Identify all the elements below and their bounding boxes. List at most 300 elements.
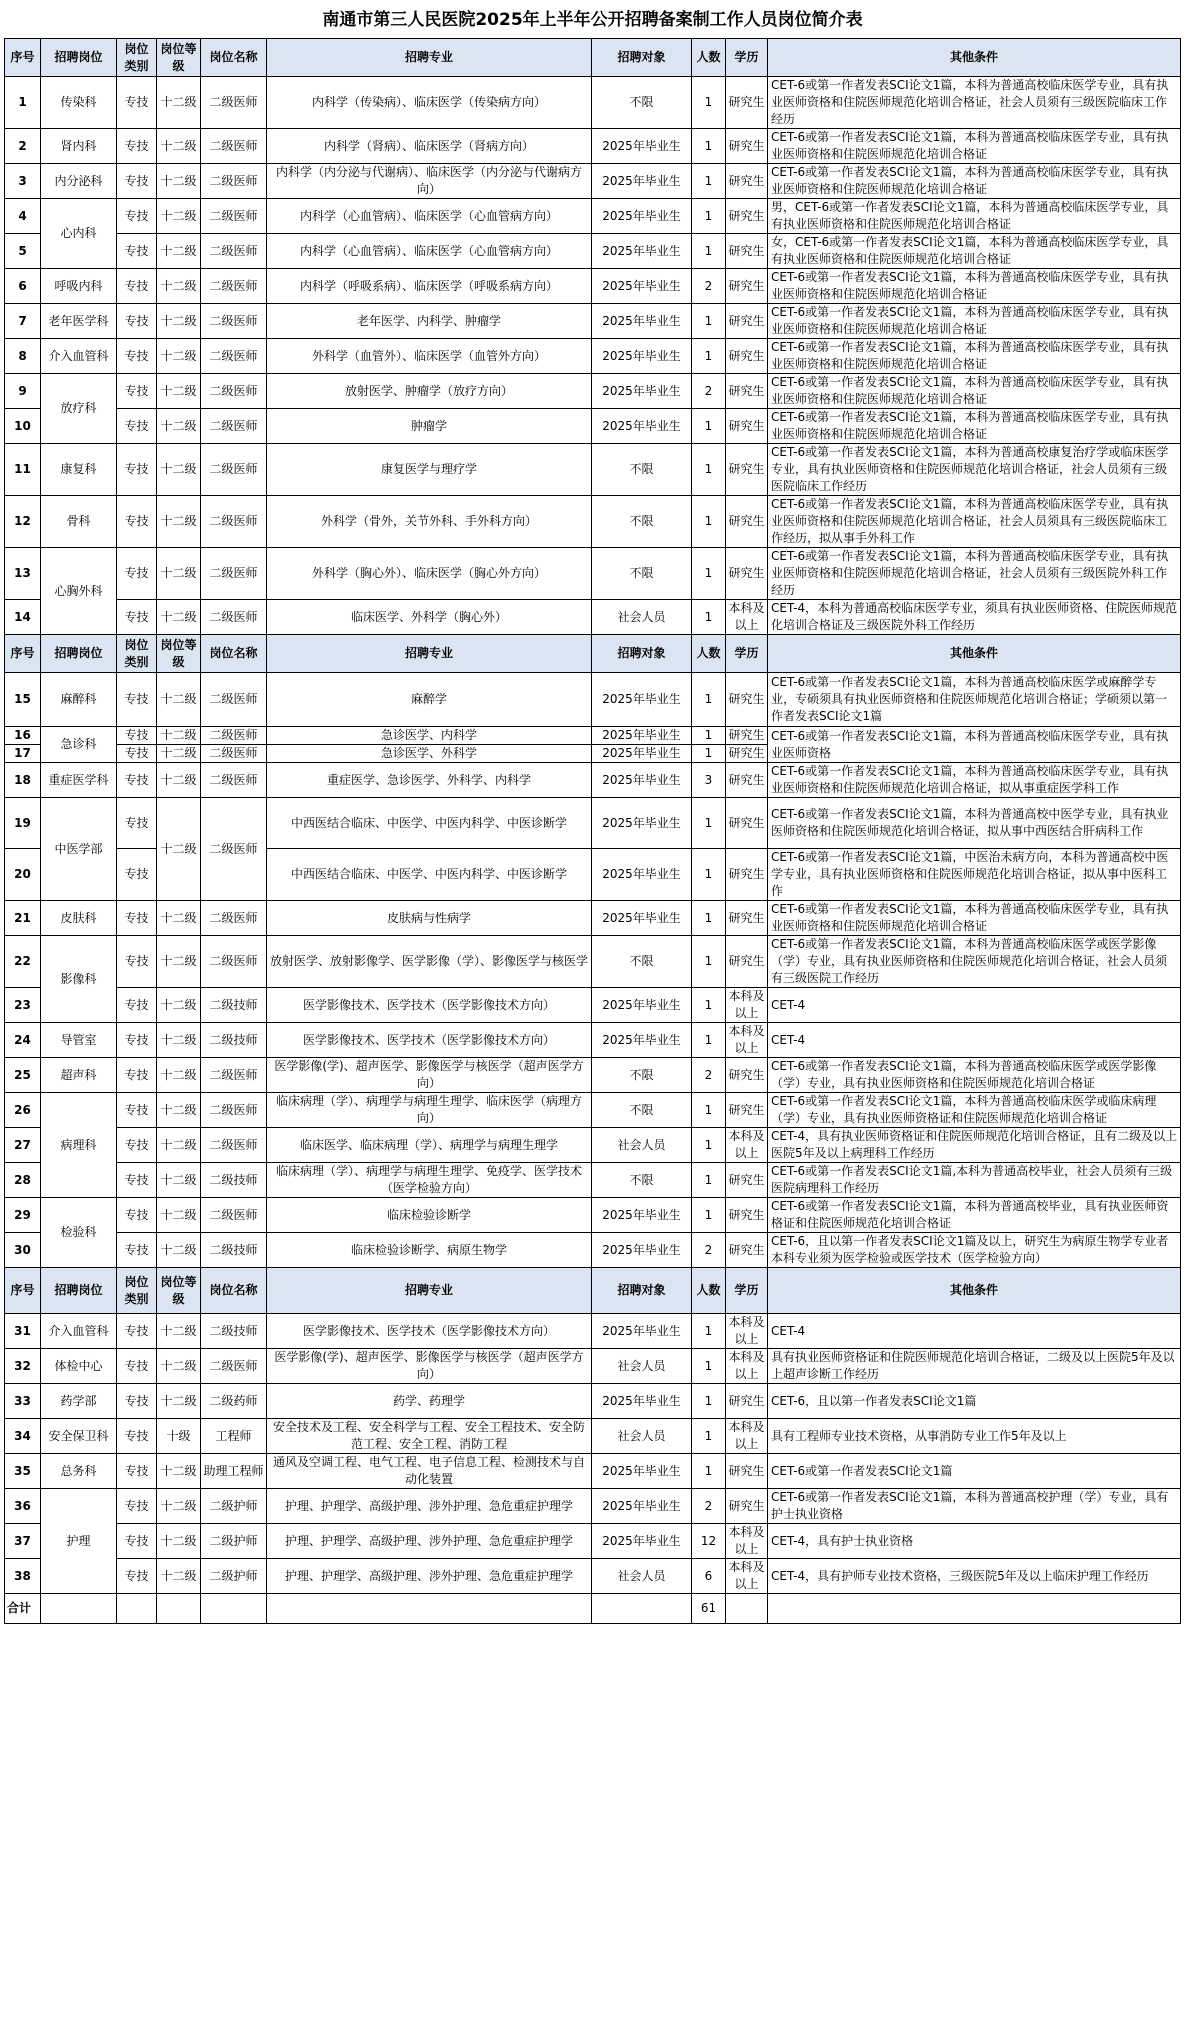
- row-number: 17: [5, 745, 41, 763]
- table-row: [5, 339, 1181, 374]
- recruit-major: 内科学（肾病）、临床医学（肾病方向）: [267, 129, 592, 164]
- position-name: 二级医师: [201, 409, 267, 444]
- headcount: 1: [692, 673, 726, 727]
- recruit-major: 重症医学、急诊医学、外科学、内科学: [267, 763, 592, 798]
- headcount: 1: [692, 548, 726, 600]
- column-header: 其他条件: [768, 635, 1181, 673]
- position-category: 专技: [117, 936, 157, 988]
- position-level: 十二级: [157, 673, 201, 727]
- empty-cell: [41, 1594, 117, 1624]
- recruit-target: 不限: [592, 444, 692, 496]
- position-level: 十二级: [157, 199, 201, 234]
- headcount: 1: [692, 936, 726, 988]
- education: 本科及以上: [726, 1349, 768, 1384]
- recruit-target: 2025年毕业生: [592, 798, 692, 849]
- position-category: 专技: [117, 1559, 157, 1594]
- recruit-target: 不限: [592, 1058, 692, 1093]
- position-name: 二级医师: [201, 444, 267, 496]
- position-name: 二级医师: [201, 234, 267, 269]
- position-category: 专技: [117, 1128, 157, 1163]
- position-level: 十二级: [157, 1023, 201, 1058]
- column-header: 招聘专业: [267, 635, 592, 673]
- recruit-target: 2025年毕业生: [592, 164, 692, 199]
- position-level: 十二级: [157, 1058, 201, 1093]
- recruit-major: 医学影像技术、医学技术（医学影像技术方向）: [267, 988, 592, 1023]
- recruit-major: 安全技术及工程、安全科学与工程、安全工程技术、安全防范工程、安全工程、消防工程: [267, 1419, 592, 1454]
- table-row: [5, 1559, 1181, 1594]
- headcount: 1: [692, 164, 726, 199]
- education: 研究生: [726, 673, 768, 727]
- headcount: 1: [692, 727, 726, 745]
- headcount: 1: [692, 304, 726, 339]
- position-level: 十二级: [157, 77, 201, 129]
- headcount: 1: [692, 1314, 726, 1349]
- recruit-target: 不限: [592, 548, 692, 600]
- position-category: 专技: [117, 77, 157, 129]
- table-header-row: [5, 635, 1181, 673]
- position-category: 专技: [117, 600, 157, 635]
- recruit-department: 心内科: [41, 199, 117, 269]
- position-category: 专技: [117, 988, 157, 1023]
- education: 研究生: [726, 129, 768, 164]
- empty-cell: [267, 1594, 592, 1624]
- column-header: 学历: [726, 1268, 768, 1314]
- other-requirements: CET-6或第一作者发表SCI论文1篇，本科为普通高校临床医学专业，具有执业医师资格和住院医师规范化培训合格证，社会人员须有三级医院外科工作经历: [768, 548, 1181, 600]
- headcount: 1: [692, 745, 726, 763]
- position-name: 二级医师: [201, 600, 267, 635]
- column-header: 岗位类别: [117, 1268, 157, 1314]
- empty-cell: [117, 1594, 157, 1624]
- position-level: 十二级: [157, 1454, 201, 1489]
- position-level: 十二级: [157, 1198, 201, 1233]
- recruit-department: 老年医学科: [41, 304, 117, 339]
- column-header: 学历: [726, 635, 768, 673]
- column-header: 招聘专业: [267, 1268, 592, 1314]
- recruit-target: 社会人员: [592, 1349, 692, 1384]
- recruit-target: 社会人员: [592, 600, 692, 635]
- recruit-department: 急诊科: [41, 727, 117, 763]
- other-requirements: CET-6或第一作者发表SCI论文1篇，本科为普通高校临床医学专业，具有执业医师资格和住院医师规范化培训合格证，拟从事重症医学科工作: [768, 763, 1181, 798]
- recruit-department: 中医学部: [41, 798, 117, 901]
- position-name: 二级医师: [201, 304, 267, 339]
- recruit-department: 肾内科: [41, 129, 117, 164]
- position-level: 十二级: [157, 339, 201, 374]
- table-row: [5, 1489, 1181, 1524]
- recruit-target: 社会人员: [592, 1559, 692, 1594]
- row-number: 25: [5, 1058, 41, 1093]
- row-number: 27: [5, 1128, 41, 1163]
- column-header: 序号: [5, 635, 41, 673]
- recruit-target: 社会人员: [592, 1419, 692, 1454]
- position-category: 专技: [117, 374, 157, 409]
- position-category: 专技: [117, 763, 157, 798]
- education: 研究生: [726, 936, 768, 988]
- position-category: 专技: [117, 269, 157, 304]
- position-name: 二级医师: [201, 164, 267, 199]
- table-row: [5, 1454, 1181, 1489]
- position-category: 专技: [117, 1384, 157, 1419]
- position-category: 专技: [117, 1524, 157, 1559]
- position-level: 十二级: [157, 763, 201, 798]
- recruit-major: 临床检验诊断学: [267, 1198, 592, 1233]
- recruit-department: 影像科: [41, 936, 117, 1023]
- position-category: 专技: [117, 1419, 157, 1454]
- other-requirements: CET-6或第一作者发表SCI论文1篇，本科为普通高校中医学专业，具有执业医师资格和住院医师规范化培训合格证，拟从事中西医结合肝病科工作: [768, 798, 1181, 849]
- row-number: 21: [5, 901, 41, 936]
- recruit-major: 护理、护理学、高级护理、涉外护理、急危重症护理学: [267, 1524, 592, 1559]
- column-header: 岗位名称: [201, 39, 267, 77]
- headcount: 1: [692, 1384, 726, 1419]
- headcount: 1: [692, 444, 726, 496]
- education: 研究生: [726, 199, 768, 234]
- position-category: 专技: [117, 727, 157, 745]
- recruit-department: 心胸外科: [41, 548, 117, 635]
- row-number: 38: [5, 1559, 41, 1594]
- recruit-target: 2025年毕业生: [592, 988, 692, 1023]
- recruit-target: 2025年毕业生: [592, 673, 692, 727]
- other-requirements: 具有工程师专业技术资格，从事消防专业工作5年及以上: [768, 1419, 1181, 1454]
- other-requirements: CET-6或第一作者发表SCI论文1篇，本科为普通高校临床医学专业，具有执业医师资格和住院医师规范化培训合格证: [768, 129, 1181, 164]
- headcount: 1: [692, 339, 726, 374]
- recruit-major: 麻醉学: [267, 673, 592, 727]
- recruit-target: 2025年毕业生: [592, 199, 692, 234]
- other-requirements: CET-6或第一作者发表SCI论文1篇，本科为普通高校临床医学专业，具有执业医师资格和住院医师规范化培训合格证: [768, 269, 1181, 304]
- education: 研究生: [726, 1384, 768, 1419]
- row-number: 34: [5, 1419, 41, 1454]
- recruit-target: 2025年毕业生: [592, 1233, 692, 1268]
- position-category: 专技: [117, 1058, 157, 1093]
- recruit-department: 康复科: [41, 444, 117, 496]
- row-number: 23: [5, 988, 41, 1023]
- row-number: 28: [5, 1163, 41, 1198]
- position-category: 专技: [117, 1198, 157, 1233]
- table-row: [5, 1524, 1181, 1559]
- position-level: 十二级: [157, 1559, 201, 1594]
- other-requirements: CET-6或第一作者发表SCI论文1篇，本科为普通高校临床医学或麻醉学专业，专硕须具有执业医师资格和住院医师规范化培训合格证；学硕须以第一作者发表SCI论文1篇: [768, 673, 1181, 727]
- table-row: [5, 77, 1181, 129]
- headcount: 2: [692, 374, 726, 409]
- row-number: 35: [5, 1454, 41, 1489]
- recruit-major: 放射医学、放射影像学、医学影像（学）、影像医学与核医学: [267, 936, 592, 988]
- recruit-major: 医学影像(学)、超声医学、影像医学与核医学（超声医学方向）: [267, 1349, 592, 1384]
- position-category: 专技: [117, 1233, 157, 1268]
- position-category: 专技: [117, 199, 157, 234]
- empty-cell: [726, 1594, 768, 1624]
- row-number: 24: [5, 1023, 41, 1058]
- education: 研究生: [726, 901, 768, 936]
- other-requirements: CET-6或第一作者发表SCI论文1篇，本科为普通高校临床医学专业，具有执业医师资格和住院医师规范化培训合格证: [768, 374, 1181, 409]
- recruit-major: 急诊医学、外科学: [267, 745, 592, 763]
- table-row: [5, 1093, 1181, 1128]
- row-number: 30: [5, 1233, 41, 1268]
- position-category: 专技: [117, 304, 157, 339]
- row-number: 9: [5, 374, 41, 409]
- recruit-target: 2025年毕业生: [592, 1023, 692, 1058]
- position-name: 工程师: [201, 1419, 267, 1454]
- recruit-department: 呼吸内科: [41, 269, 117, 304]
- position-name: 二级医师: [201, 936, 267, 988]
- table-row: [5, 496, 1181, 548]
- education: 本科及以上: [726, 1524, 768, 1559]
- recruit-department: 内分泌科: [41, 164, 117, 199]
- table-row: [5, 444, 1181, 496]
- other-requirements: 男，CET-6或第一作者发表SCI论文1篇，本科为普通高校临床医学专业，具有执业医师资格和住院医师规范化培训合格证: [768, 199, 1181, 234]
- recruit-target: 不限: [592, 1093, 692, 1128]
- other-requirements: CET-6或第一作者发表SCI论文1篇，本科为普通高校临床医学专业，具有执业医师资格和住院医师规范化培训合格证: [768, 339, 1181, 374]
- position-category: 专技: [117, 444, 157, 496]
- recruit-target: 2025年毕业生: [592, 234, 692, 269]
- row-number: 14: [5, 600, 41, 635]
- recruit-major: 肿瘤学: [267, 409, 592, 444]
- table-row: [5, 763, 1181, 798]
- column-header: 其他条件: [768, 39, 1181, 77]
- row-number: 2: [5, 129, 41, 164]
- recruit-department: 重症医学科: [41, 763, 117, 798]
- recruit-major: 临床病理（学）、病理学与病理生理学、免疫学、医学技术（医学检验方向）: [267, 1163, 592, 1198]
- other-requirements: CET-6或第一作者发表SCI论文1篇，本科为普通高校临床医学或医学影像（学）专业，具有执业医师资格和住院医师规范化培训合格证，社会人员须有三级医院工作经历: [768, 936, 1181, 988]
- education: 研究生: [726, 548, 768, 600]
- position-category: 专技: [117, 901, 157, 936]
- row-number: 37: [5, 1524, 41, 1559]
- column-header: 人数: [692, 39, 726, 77]
- position-name: 二级医师: [201, 77, 267, 129]
- recruit-major: 临床医学、外科学（胸心外）: [267, 600, 592, 635]
- headcount: 1: [692, 234, 726, 269]
- education: 研究生: [726, 1093, 768, 1128]
- headcount: 1: [692, 1454, 726, 1489]
- position-name: 二级药师: [201, 1384, 267, 1419]
- position-level: 十二级: [157, 374, 201, 409]
- column-header: 人数: [692, 1268, 726, 1314]
- other-requirements: CET-6或第一作者发表SCI论文1篇,本科为普通高校毕业，社会人员须有三级医院病理科工作经历: [768, 1163, 1181, 1198]
- position-name: 二级医师: [201, 727, 267, 745]
- headcount: 1: [692, 988, 726, 1023]
- recruit-department: 病理科: [41, 1093, 117, 1198]
- education: 本科及以上: [726, 1023, 768, 1058]
- recruit-major: 内科学（心血管病）、临床医学（心血管病方向）: [267, 199, 592, 234]
- column-header: 招聘岗位: [41, 39, 117, 77]
- recruit-major: 临床检验诊断学、病原生物学: [267, 1233, 592, 1268]
- position-name: 二级技师: [201, 1023, 267, 1058]
- row-number: 7: [5, 304, 41, 339]
- position-level: 十二级: [157, 901, 201, 936]
- position-name: 助理工程师: [201, 1454, 267, 1489]
- headcount: 1: [692, 77, 726, 129]
- position-name: 二级医师: [201, 548, 267, 600]
- education: 研究生: [726, 849, 768, 901]
- education: 研究生: [726, 1058, 768, 1093]
- column-header: 序号: [5, 1268, 41, 1314]
- column-header: 招聘对象: [592, 39, 692, 77]
- headcount: 1: [692, 129, 726, 164]
- other-requirements: CET-4，具有护士执业资格: [768, 1524, 1181, 1559]
- table-row: [5, 1128, 1181, 1163]
- education: 研究生: [726, 763, 768, 798]
- recruit-major: 内科学（内分泌与代谢病）、临床医学（内分泌与代谢病方向）: [267, 164, 592, 199]
- education: 研究生: [726, 1489, 768, 1524]
- position-level: 十二级: [157, 1233, 201, 1268]
- recruit-department: 总务科: [41, 1454, 117, 1489]
- position-level: 十二级: [157, 548, 201, 600]
- position-name: 二级医师: [201, 496, 267, 548]
- row-number: 33: [5, 1384, 41, 1419]
- table-row: [5, 548, 1181, 600]
- other-requirements: CET-6或第一作者发表SCI论文1篇，本科为普通高校临床医学或临床病理（学）专业，具有执业医师资格证和住院医师规范化培训合格证: [768, 1093, 1181, 1128]
- table-row: [5, 304, 1181, 339]
- recruit-target: 2025年毕业生: [592, 1454, 692, 1489]
- table-header-row: [5, 39, 1181, 77]
- recruit-major: 中西医结合临床、中医学、中医内科学、中医诊断学: [267, 849, 592, 901]
- total-row: [5, 1594, 1181, 1624]
- row-number: 11: [5, 444, 41, 496]
- other-requirements: CET-4: [768, 988, 1181, 1023]
- education: 研究生: [726, 727, 768, 745]
- row-number: 3: [5, 164, 41, 199]
- headcount: 1: [692, 798, 726, 849]
- education: 研究生: [726, 164, 768, 199]
- position-category: 专技: [117, 673, 157, 727]
- table-row: [5, 199, 1181, 234]
- position-name: 二级医师: [201, 673, 267, 727]
- recruit-major: 临床医学、临床病理（学）、病理学与病理生理学: [267, 1128, 592, 1163]
- table-row: [5, 409, 1181, 444]
- column-header: 人数: [692, 635, 726, 673]
- row-number: 16: [5, 727, 41, 745]
- recruit-target: 不限: [592, 496, 692, 548]
- row-number: 4: [5, 199, 41, 234]
- recruit-department: 麻醉科: [41, 673, 117, 727]
- row-number: 12: [5, 496, 41, 548]
- recruit-department: 传染科: [41, 77, 117, 129]
- recruit-target: 2025年毕业生: [592, 1384, 692, 1419]
- other-requirements: CET-6，且以第一作者发表SCI论文1篇及以上，研究生为病原生物学专业者本科专业须为医学检验或医学技术（医学检验方向）: [768, 1233, 1181, 1268]
- recruit-department: 护理: [41, 1489, 117, 1594]
- row-number: 22: [5, 936, 41, 988]
- headcount: 12: [692, 1524, 726, 1559]
- other-requirements: CET-4: [768, 1314, 1181, 1349]
- recruit-department: 皮肤科: [41, 901, 117, 936]
- other-requirements: CET-6或第一作者发表SCI论文1篇，本科为普通高校临床医学专业，具有执业医师资格和住院医师规范化培训合格证，社会人员须有三级医院临床工作经历: [768, 77, 1181, 129]
- table-row: [5, 1349, 1181, 1384]
- row-number: 26: [5, 1093, 41, 1128]
- column-header: 岗位名称: [201, 635, 267, 673]
- row-number: 18: [5, 763, 41, 798]
- headcount: 2: [692, 1489, 726, 1524]
- recruit-target: 2025年毕业生: [592, 409, 692, 444]
- recruit-target: 2025年毕业生: [592, 1314, 692, 1349]
- other-requirements: CET-6或第一作者发表SCI论文1篇，本科为普通高校临床医学专业，具有执业医师资格和住院医师规范化培训合格证，社会人员须具有三级医院临床工作经历，拟从事手外科工作: [768, 496, 1181, 548]
- position-category: 专技: [117, 1454, 157, 1489]
- position-name: 二级医师: [201, 1058, 267, 1093]
- position-category: 专技: [117, 745, 157, 763]
- total-count: 61: [692, 1594, 726, 1624]
- position-level: 十二级: [157, 600, 201, 635]
- education: 研究生: [726, 304, 768, 339]
- table-row: [5, 1233, 1181, 1268]
- position-name: 二级医师: [201, 199, 267, 234]
- row-number: 31: [5, 1314, 41, 1349]
- recruit-target: 2025年毕业生: [592, 763, 692, 798]
- column-header: 序号: [5, 39, 41, 77]
- education: 研究生: [726, 496, 768, 548]
- column-header: 招聘对象: [592, 1268, 692, 1314]
- table-row: [5, 1163, 1181, 1198]
- other-requirements: CET-6或第一作者发表SCI论文1篇，本科为普通高校临床医学专业，具有执业医师资格和住院医师规范化培训合格证: [768, 901, 1181, 936]
- headcount: 3: [692, 763, 726, 798]
- position-category: 专技: [117, 234, 157, 269]
- recruit-department: 介入血管科: [41, 1314, 117, 1349]
- other-requirements: CET-6或第一作者发表SCI论文1篇，本科为普通高校临床医学专业，具有执业医师资格和住院医师规范化培训合格证: [768, 164, 1181, 199]
- table-row: [5, 1058, 1181, 1093]
- recruit-target: 2025年毕业生: [592, 269, 692, 304]
- column-header: 招聘岗位: [41, 635, 117, 673]
- position-name: 二级医师: [201, 1198, 267, 1233]
- headcount: 1: [692, 496, 726, 548]
- education: 研究生: [726, 1163, 768, 1198]
- row-number: 19: [5, 798, 41, 849]
- education: 研究生: [726, 745, 768, 763]
- position-name: 二级护师: [201, 1559, 267, 1594]
- position-level: 十级: [157, 1419, 201, 1454]
- position-category: 专技: [117, 1093, 157, 1128]
- position-category: 专技: [117, 496, 157, 548]
- headcount: 1: [692, 849, 726, 901]
- table-row: [5, 673, 1181, 727]
- recruit-major: 临床病理（学）、病理学与病理生理学、临床医学（病理方向）: [267, 1093, 592, 1128]
- headcount: 1: [692, 1198, 726, 1233]
- recruit-target: 2025年毕业生: [592, 1198, 692, 1233]
- recruit-major: 急诊医学、内科学: [267, 727, 592, 745]
- recruit-major: 通风及空调工程、电气工程、电子信息工程、检测技术与自动化装置: [267, 1454, 592, 1489]
- other-requirements: 具有执业医师资格证和住院医师规范化培训合格证，二级及以上医院5年及以上超声诊断工作经历: [768, 1349, 1181, 1384]
- table-row: [5, 234, 1181, 269]
- education: 本科及以上: [726, 600, 768, 635]
- row-number: 1: [5, 77, 41, 129]
- recruit-department: 检验科: [41, 1198, 117, 1268]
- position-name: 二级医师: [201, 269, 267, 304]
- position-category: 专技: [117, 1314, 157, 1349]
- position-category: 专技: [117, 548, 157, 600]
- recruit-major: 护理、护理学、高级护理、涉外护理、急危重症护理学: [267, 1489, 592, 1524]
- other-requirements: CET-6或第一作者发表SCI论文1篇，本科为普通高校临床医学专业，具有执业医师资格和住院医师规范化培训合格证: [768, 304, 1181, 339]
- headcount: 1: [692, 1093, 726, 1128]
- column-header: 其他条件: [768, 1268, 1181, 1314]
- position-level: 十二级: [157, 1093, 201, 1128]
- empty-cell: [201, 1594, 267, 1624]
- position-level: 十二级: [157, 304, 201, 339]
- recruit-department: 骨科: [41, 496, 117, 548]
- recruit-major: 外科学（胸心外）、临床医学（胸心外方向）: [267, 548, 592, 600]
- other-requirements: CET-6或第一作者发表SCI论文1篇，本科为普通高校护理（学）专业，具有护士执业资格: [768, 1489, 1181, 1524]
- position-name: 二级医师: [201, 798, 267, 901]
- column-header: 岗位等级: [157, 39, 201, 77]
- column-header: 招聘对象: [592, 635, 692, 673]
- position-category: 专技: [117, 1349, 157, 1384]
- other-requirements: CET-6，且以第一作者发表SCI论文1篇: [768, 1384, 1181, 1419]
- row-number: 13: [5, 548, 41, 600]
- education: 本科及以上: [726, 988, 768, 1023]
- position-name: 二级医师: [201, 901, 267, 936]
- recruit-major: 护理、护理学、高级护理、涉外护理、急危重症护理学: [267, 1559, 592, 1594]
- recruit-target: 2025年毕业生: [592, 901, 692, 936]
- headcount: 1: [692, 901, 726, 936]
- positions-table: [4, 38, 1181, 1624]
- education: 研究生: [726, 409, 768, 444]
- position-category: 专技: [117, 1023, 157, 1058]
- position-level: 十二级: [157, 1349, 201, 1384]
- recruit-major: 老年医学、内科学、肿瘤学: [267, 304, 592, 339]
- position-category: 专技: [117, 798, 157, 849]
